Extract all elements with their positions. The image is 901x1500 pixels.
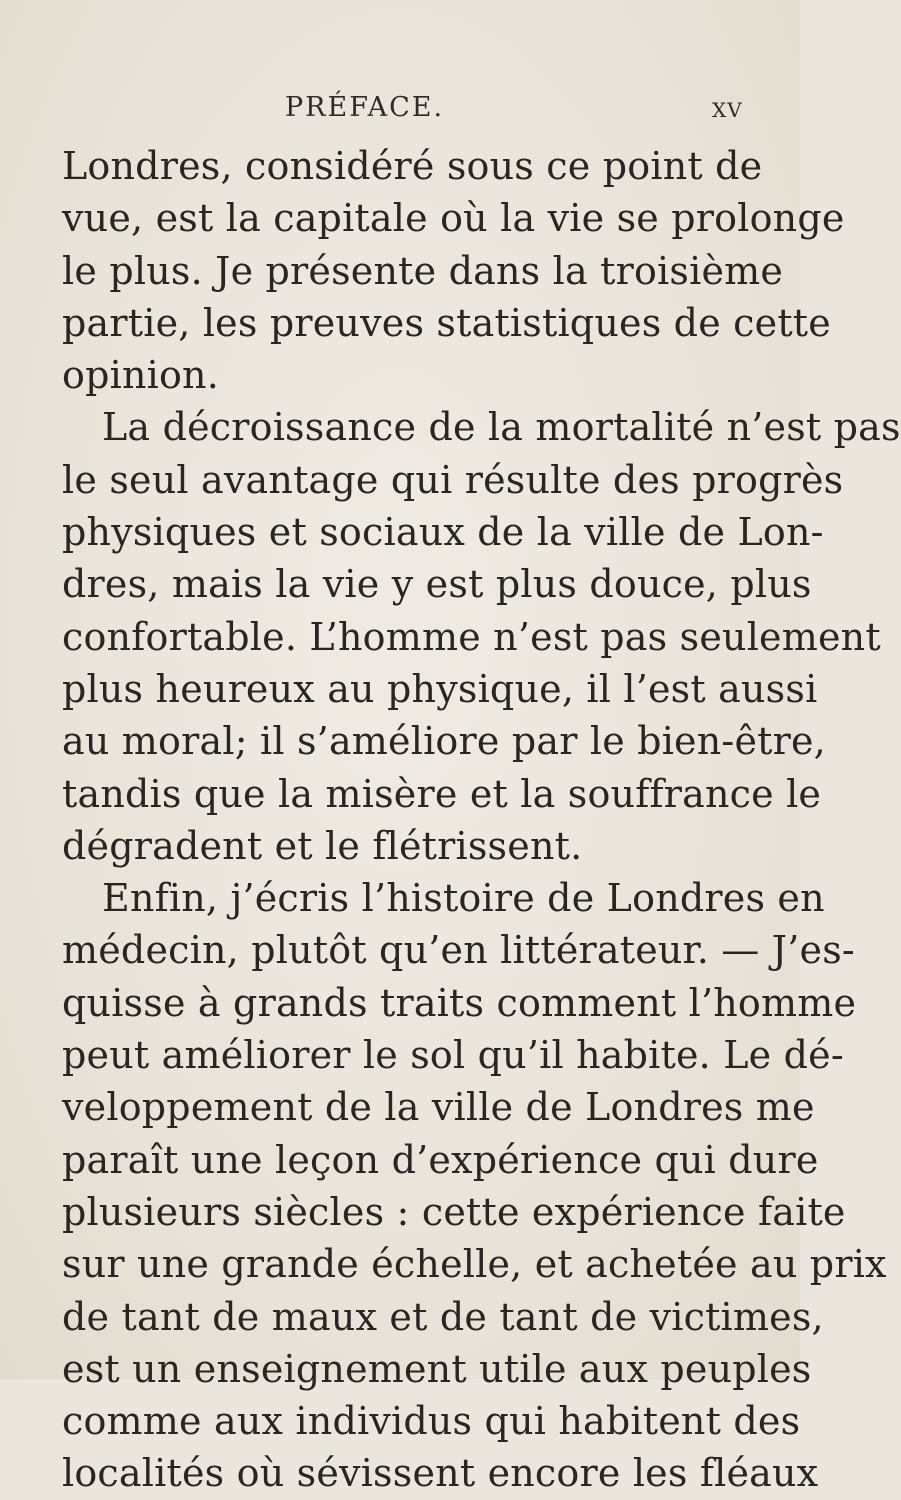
- text-line: dégradent et le flétrissent.: [62, 823, 583, 868]
- running-title: PRÉFACE.: [285, 92, 445, 123]
- text-line: dres, mais la vie y est plus douce, plus: [62, 562, 812, 607]
- text-line: le seul avantage qui résulte des progrès: [62, 457, 844, 502]
- text-line: Enfin, j’écris l’histoire de Londres en: [102, 876, 825, 921]
- text-line: est un enseignement utile aux peuples: [62, 1346, 812, 1391]
- text-line: veloppement de la ville de Londres me: [62, 1085, 815, 1130]
- text-line: partie, les preuves statistiques de cette: [62, 300, 831, 345]
- text-line: opinion.: [62, 353, 220, 398]
- text-line: physiques et sociaux de la ville de Lon-: [62, 510, 824, 555]
- text-line: Londres, considéré sous ce point de: [62, 144, 763, 188]
- text-line: peut améliorer le sol qu’il habite. Le dé-: [62, 1033, 844, 1078]
- text-line: quisse à grands traits comment l’homme: [62, 980, 857, 1025]
- text-line: médecin, plutôt qu’en littérateur. — J’es-: [62, 928, 855, 973]
- text-line: plus heureux au physique, il l’est aussi: [62, 666, 818, 711]
- page-number: XV: [712, 98, 743, 122]
- text-line: paraît une leçon d’expérience qui dure: [62, 1137, 819, 1182]
- text-line: plusieurs siècles : cette expérience faite: [62, 1189, 846, 1234]
- text-line: tandis que la misère et la souffrance le: [62, 771, 822, 816]
- text-line: localités où sévissent encore les fléaux: [62, 1451, 819, 1496]
- text-line: de tant de maux et de tant de victimes,: [62, 1294, 824, 1339]
- text-line: La décroissance de la mortalité n’est pas: [102, 405, 901, 450]
- page-header: [0, 92, 800, 132]
- text-line: le plus. Je présente dans la troisième: [62, 248, 784, 293]
- text-line: vue, est la capitale où la vie se prolonge: [62, 196, 845, 241]
- text-line: confortable. L’homme n’est pas seulement: [62, 614, 881, 659]
- text-line: sur une grande échelle, et achetée au prix: [62, 1242, 887, 1287]
- body-text: [62, 140, 901, 1500]
- text-line: comme aux individus qui habitent des: [62, 1399, 801, 1444]
- text-line: au moral; il s’améliore par le bien-être,: [62, 719, 826, 764]
